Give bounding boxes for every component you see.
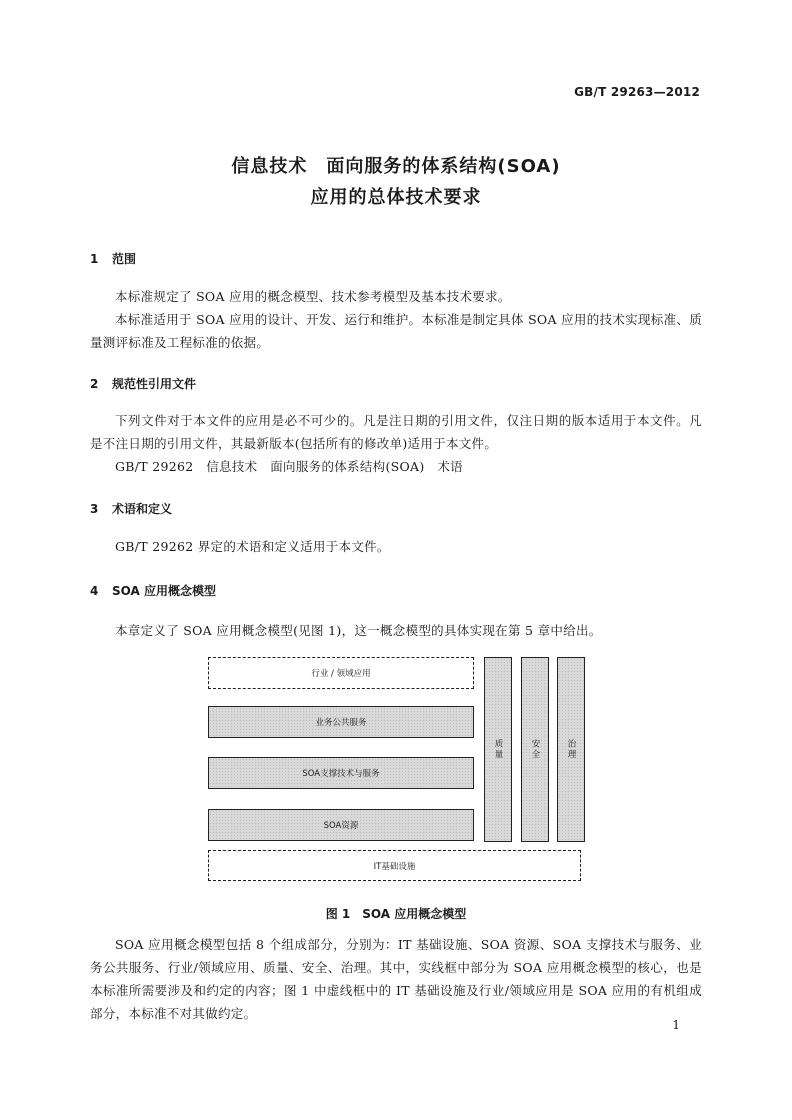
document-title-line1: 信息技术 面向服务的体系结构(SOA) xyxy=(231,156,561,177)
quality-box xyxy=(484,657,512,842)
paragraph: 本标准规定了 SOA 应用的概念模型、技术参考模型及基本技术要求。 xyxy=(115,289,511,304)
section-2-body xyxy=(90,409,702,478)
section-3-body xyxy=(90,535,702,558)
section-2-heading xyxy=(90,375,196,392)
paragraph: 本标准适用于 SOA 应用的设计、开发、运行和维护。本标准是制定具体 SOA 应用的技术实现标准、质量测评标准及工程标准的依据。 xyxy=(90,312,702,350)
security-box xyxy=(521,657,549,842)
security-label: 安全 xyxy=(530,739,540,760)
section-number: 4 xyxy=(90,584,99,598)
figure-caption: 图 1 SOA 应用概念模型 xyxy=(325,907,467,921)
soa-support-box: SOA支撑技术与服务 xyxy=(208,757,474,789)
section-4-heading xyxy=(90,582,216,599)
section-title: 范围 xyxy=(112,252,137,266)
section-1-heading xyxy=(90,250,136,267)
it-infrastructure-box: IT基础设施 xyxy=(208,850,581,881)
quality-label: 质量 xyxy=(493,739,503,760)
paragraph: SOA 应用概念模型包括 8 个组成部分，分别为：IT 基础设施、SOA 资源、SOA 支撑技术与服务、业务公共服务、行业/领域应用、质量、安全、治理。其中，实线框中部分为 SOA 应用概念模型的核心，也是本标准所需要涉及和约定的内容；图 1 中虚线框中的 IT 基础设施及行业/领域应用是 SOA 应用的有机组成部分，本标准不对其做约定。 xyxy=(90,937,702,1021)
soa-resources-box: SOA资源 xyxy=(208,809,474,841)
paragraph: 本章定义了 SOA 应用概念模型(见图 1)，这一概念模型的具体实现在第 5 章中给出。 xyxy=(115,623,602,638)
governance-box xyxy=(557,657,585,842)
standard-code: GB/T 29263—2012 xyxy=(574,85,700,99)
figure-description xyxy=(90,933,702,1025)
section-3-heading xyxy=(90,500,172,517)
section-number: 2 xyxy=(90,377,99,391)
section-title: SOA 应用概念模型 xyxy=(112,584,216,598)
business-service-box: 业务公共服务 xyxy=(208,706,474,738)
governance-label: 治理 xyxy=(566,739,576,760)
section-title: 术语和定义 xyxy=(112,502,173,516)
paragraph: GB/T 29262 界定的术语和定义适用于本文件。 xyxy=(115,539,390,554)
section-number: 1 xyxy=(90,252,99,266)
document-title-line2: 应用的总体技术要求 xyxy=(310,187,482,208)
paragraph: 下列文件对于本文件的应用是必不可少的。凡是注日期的引用文件，仅注日期的版本适用于本文件。凡是不注日期的引用文件，其最新版本(包括所有的修改单)适用于本文件。 xyxy=(90,413,702,451)
section-4-body xyxy=(90,619,702,642)
reference-item: GB/T 29262 信息技术 面向服务的体系结构(SOA) 术语 xyxy=(115,459,463,474)
section-1-body xyxy=(90,285,702,354)
industry-application-box: 行业 / 领域应用 xyxy=(208,657,474,689)
page-number: 1 xyxy=(672,1018,680,1032)
section-number: 3 xyxy=(90,502,99,516)
section-title: 规范性引用文件 xyxy=(112,377,197,391)
